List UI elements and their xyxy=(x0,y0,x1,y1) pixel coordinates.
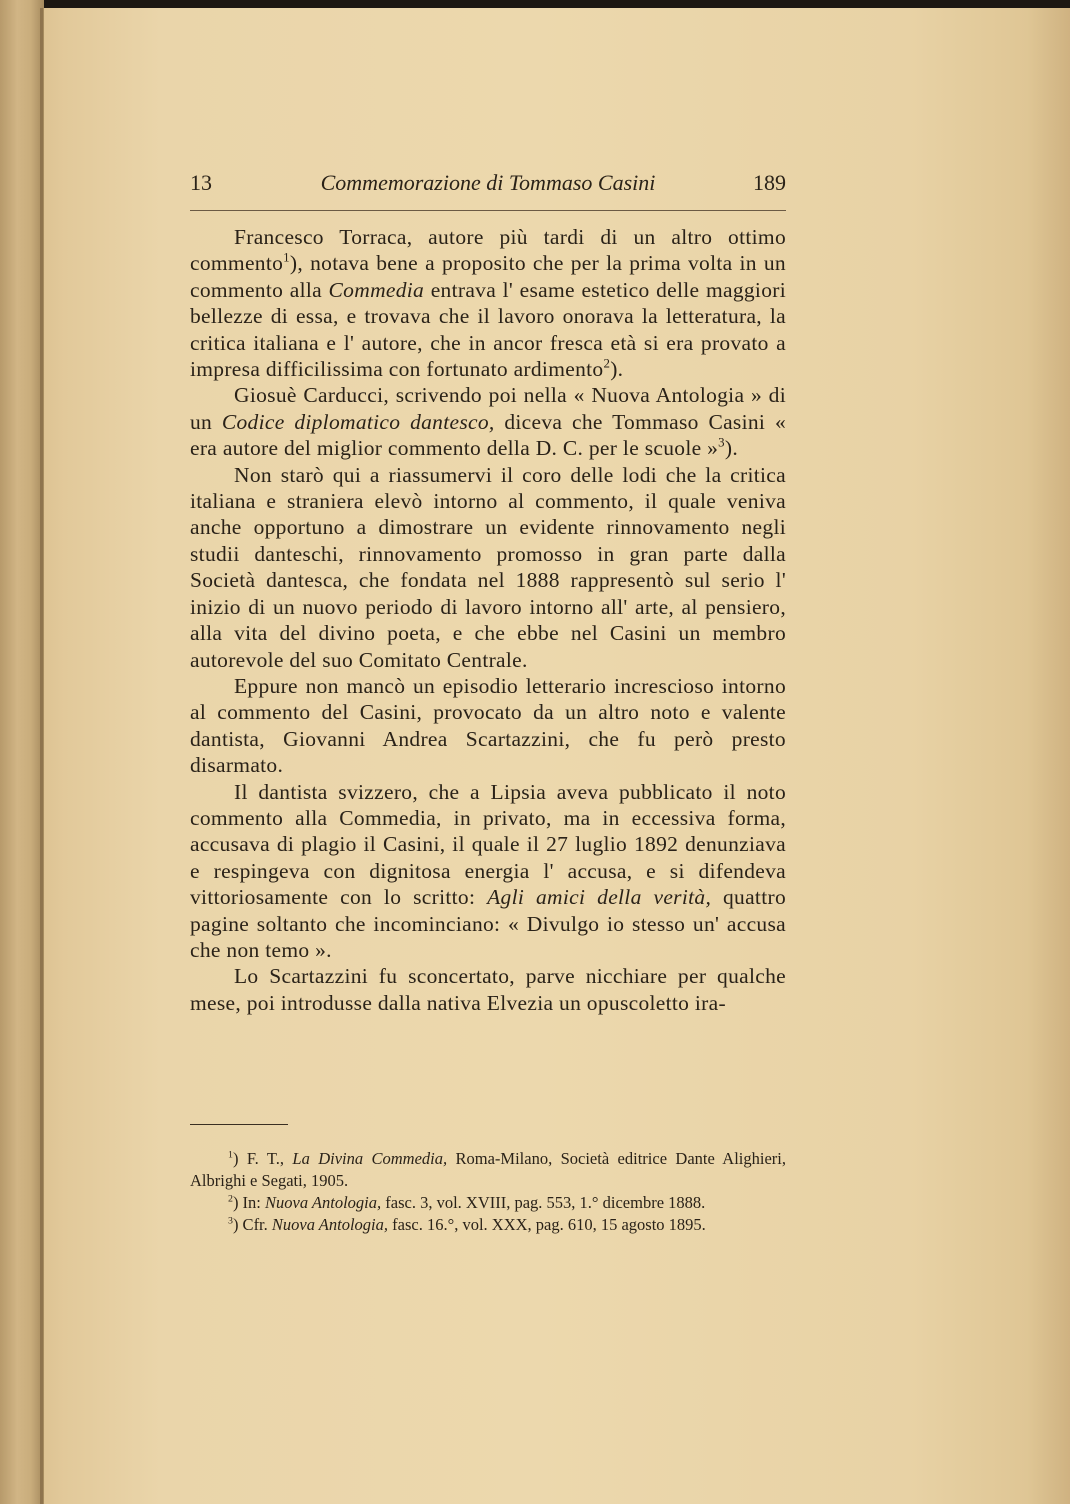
footnote-ref-2: 2 xyxy=(603,356,611,371)
footnote-2: $^2$) In: Nuova Antologia, fasc. 3, vol. XVIII, pag. 553, 1.° dicembre 1888. xyxy=(228,1193,706,1212)
footnotes xyxy=(190,1148,786,1236)
running-head xyxy=(190,170,786,202)
running-title: Commemorazione di Tommaso Casini xyxy=(320,170,656,195)
footnote-ref-1: 1 xyxy=(283,251,290,266)
paragraph-4: Eppure non mancò un episodio letterario increscioso intorno al commento del Casini, provocato da un altro noto e valente dantista, Giovanni Andrea Scartazzini, che fu però presto disarmato. xyxy=(190,673,786,778)
footnote-ref-3: 3 xyxy=(718,435,725,450)
paragraph-2: Giosuè Carducci, scrivendo poi nella « Nuova Antologia » di un Codice diplomatico dantesco, diceva che Tommaso Casini « era autore del miglior commento della D. C. per le scuole »$^3$). xyxy=(190,383,787,461)
book-gutter xyxy=(40,8,43,1504)
footnote-rule xyxy=(190,1124,288,1125)
paragraph-1: Francesco Torraca, autore più tardi di un altro ottimo commento$^1$), notava bene a proposito che per la prima volta in un commento alla Commedia entrava l' esame estetico delle maggiori bellezze di essa, e trovava che il lavoro onorava la letteratura, la critica italiana e l' autore, che in ancor fresca età si era provato a impresa difficilissima con fortunato ardimento$^2$). xyxy=(190,225,786,382)
facing-page-edge xyxy=(0,0,44,1504)
paragraph-5: Il dantista svizzero, che a Lipsia aveva pubblicato il noto commento alla Commedia, in privato, ma in eccessiva forma, accusava di plagio il Casini, il quale il 27 luglio 1892 denunziava e respingeva con dignitosa energia l' accusa, e si difendeva vittoriosamente con lo scritto: Agli amici della verità, quattro pagine soltanto che incominciano: « Divulgo io stesso un' accusa che non temo ». xyxy=(190,779,786,962)
paragraph-3: Non starò qui a riassumervi il coro delle lodi che la critica italiana e straniera elevò intorno al commento, il quale veniva anche opportuno a dimostrare un evidente rinnovamento negli studii danteschi, rinnovamento promosso in gran parte dalla Società dantesca, che fondata nel 1888 rappresentò sul serio l' inizio di un nuovo periodo di lavoro intorno all' arte, al pensiero, alla vita del divino poeta, e che ebbe nel Casini un membro autorevole del suo Comitato Centrale. xyxy=(190,462,786,672)
footnote-1: $^1$) F. T., La Divina Commedia, Roma-Milano, Società editrice Dante Alighieri, Albrighi e Segati, 1905. xyxy=(190,1149,786,1190)
body-text xyxy=(190,224,786,1016)
footnote-3: $^3$) Cfr. Nuova Antologia, fasc. 16.°, vol. XXX, pag. 610, 15 agosto 1895. xyxy=(228,1215,706,1234)
paragraph-6: Lo Scartazzini fu sconcertato, parve nicchiare per qualche mese, poi introdusse dalla nativa Elvezia un opuscoletto ira- xyxy=(190,964,786,1015)
header-rule xyxy=(190,210,786,211)
scan-top-border xyxy=(0,0,1070,8)
page-number: 189 xyxy=(753,170,786,195)
section-number: 13 xyxy=(190,170,212,195)
